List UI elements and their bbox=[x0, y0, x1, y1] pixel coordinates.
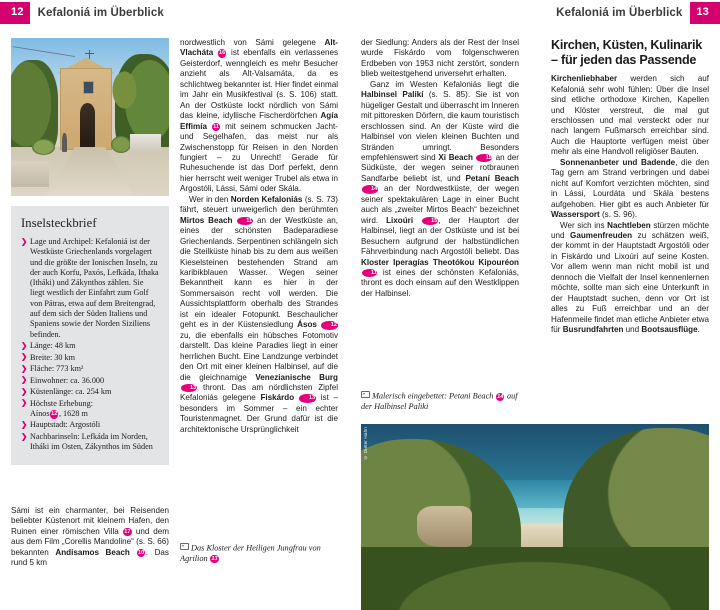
fact-text: Nachbarinseln: Lefkáda im Norden, Itháki im Osten, Zákynthos im Süden bbox=[30, 431, 153, 452]
photo-beach-foreground bbox=[361, 547, 709, 610]
chevron-right-icon: ❯ bbox=[21, 352, 28, 362]
map-marker: 11 bbox=[237, 217, 253, 225]
fact-item-laenge bbox=[21, 341, 159, 351]
photo-church-door bbox=[80, 103, 95, 149]
text-run: Wer sich ins bbox=[560, 220, 608, 230]
text-run-bold: Kirchenliebhaber bbox=[551, 74, 618, 84]
map-marker: 13 bbox=[299, 394, 315, 402]
paragraph-alt-vlachata bbox=[180, 38, 338, 195]
running-head-right bbox=[556, 0, 720, 26]
text-run: Ganz im Westen Kefaloniás liegt die bbox=[370, 79, 519, 89]
map-marker: 14 bbox=[362, 185, 378, 193]
caption-text: Das Kloster der Heiligen Jungfrau von Agrilion bbox=[180, 543, 321, 563]
page-number-right: 13 bbox=[690, 2, 720, 24]
chevron-right-icon: ❯ bbox=[21, 386, 28, 396]
map-marker: 17 bbox=[124, 528, 131, 535]
text-run: an der Nordwestküste, der wegen seiner spektakulären Lage in einer Bucht auch als „zweiter Mirtos Beach“ bezeichnet wird. bbox=[361, 184, 519, 225]
text-run: thront. Das am nördlichsten Zipfel Kefaloniás gelegene bbox=[180, 382, 338, 403]
fact-item-nachbarinseln bbox=[21, 432, 159, 453]
photo-caption-icon bbox=[361, 391, 370, 398]
photo-credit-church: © Dieter Hahn bbox=[171, 40, 176, 73]
text-run-bold: Busrundfahrten bbox=[562, 325, 624, 335]
section-heading: Kirchen, Küsten, Kulinarik – für jeden das Passende bbox=[551, 38, 702, 67]
caption-kloster-agrilion bbox=[180, 543, 338, 564]
fact-text: Küstenlänge: ca. 254 km bbox=[30, 387, 112, 397]
fact-item-lage bbox=[21, 237, 159, 340]
photo-credit-beach: © Dieter Hahn bbox=[363, 427, 368, 460]
factbox-title: Inselsteckbrief bbox=[21, 216, 97, 230]
caption-text: Malerisch eingebettet: Petani Beach bbox=[372, 391, 496, 401]
paragraph-paliki bbox=[361, 80, 519, 300]
text-run-bold: Alt-Vlacháta bbox=[180, 38, 338, 58]
photo-petani-beach bbox=[361, 424, 709, 610]
map-marker: 14 bbox=[497, 393, 504, 400]
text-run-bold: Sonnenanbeter und Badende bbox=[560, 157, 676, 167]
text-run-bold: Lixoúri bbox=[386, 215, 422, 225]
map-marker: 12 bbox=[321, 321, 337, 329]
photo-church-bush-left bbox=[32, 139, 56, 155]
fact-item-hauptstadt bbox=[21, 420, 159, 430]
text-run: , die den Tag gern am Strand verbringen und dabei nicht auf Komfort verzichten möchten, sind in Lássi, Lourdáta und Skála bestens aufgehoben. Hier gibt es auch Anbieter für bbox=[551, 157, 709, 209]
text-run-bold: Xi Beach bbox=[438, 152, 476, 162]
text-run-bold: Nachtleben bbox=[607, 220, 651, 230]
text-run: (s. S. 73) fährt, steuert unweigerlich den berühmten bbox=[180, 194, 338, 215]
fact-item-breite bbox=[21, 353, 159, 363]
text-run: , der Hauptort der Halbinsel, liegt an der Ostküste und ist bei Besuchern aufgrund der halbstündlichen Fährverbindung nach Argostóli beliebt. Das bbox=[361, 215, 519, 257]
fact-text: Fläche: 773 km² bbox=[30, 364, 84, 374]
text-run: . Das rund 5 km bbox=[11, 547, 169, 568]
photo-church-person bbox=[62, 133, 68, 152]
fact-text: Einwohner: ca. 36.000 bbox=[30, 375, 105, 385]
text-run: an der Westküste an, eines der schönsten Badeparadiese Griechenlands. Serpentinen schlängeln sich die Steilküste hinab bis zu dem aus weißen Kieselsteinen bestehenden Strand am karibikblauen Wasser. Wegen seiner Bekanntheit kann es hier in der Sommersaison recht voll werden. Die Aussichtsplattform oberhalb des Strandes ist ein idealer Fotopunkt. Beschaulicher geht es in der Küstensiedlung bbox=[180, 215, 338, 330]
caption-petani-beach bbox=[361, 391, 519, 412]
map-marker: 13 bbox=[181, 384, 197, 392]
map-marker: 11 bbox=[213, 123, 219, 130]
text-run: ist eines der schönsten Kefaloniás, thront es doch einsam auf den Westklippen der Halbinsel. bbox=[361, 267, 519, 298]
fact-item-kuestenlaenge bbox=[21, 387, 159, 397]
fact-text: Hauptstadt: Argostóli bbox=[30, 420, 101, 430]
photo-church-table bbox=[130, 134, 162, 151]
page-number-left: 12 bbox=[0, 2, 30, 24]
column-2-text bbox=[180, 38, 338, 435]
map-marker: 13 bbox=[211, 555, 218, 562]
text-run: nordwestlich von Sámi gelegene bbox=[180, 38, 325, 47]
text-run-bold: Mirtos Beach bbox=[180, 215, 237, 225]
text-run-bold: Ásos bbox=[297, 320, 321, 330]
text-run: Wer in den bbox=[189, 194, 231, 204]
column-4-text bbox=[551, 38, 709, 336]
running-title-left: Kefaloniá im Überblick bbox=[37, 7, 164, 19]
fact-item-flaeche bbox=[21, 364, 159, 374]
fact-item-einwohner bbox=[21, 376, 159, 386]
caption-text: auf der Halbinsel Paliki bbox=[361, 391, 518, 411]
text-run-bold: Venezianische Burg bbox=[255, 372, 339, 382]
text-run-bold: Petaní Beach bbox=[465, 173, 519, 183]
text-run-bold: Gaumenfreuden bbox=[570, 230, 633, 240]
text-run: mit seinem schmucken Jacht- und Segelhafen, das meist nur als Zwischenstopp für Reisen in den Norden fungiert – zu Unrecht! Gerade für Ruhesuchende ist das Dorf perfekt, denn hier herrscht weit weniger Trubel als etwa in Argostóli, Lássi, Sámi oder Skála. bbox=[180, 121, 338, 194]
text-run-bold: Norden Kefaloniás bbox=[230, 194, 303, 204]
map-marker: 10 bbox=[137, 549, 145, 556]
text-run: werden sich auf Kefaloniá sehr wohl fühlen: Über die Insel sind etliche orthodoxe Kirchen, Kapellen und Klöster verstreut, die mal gut erschlossen und mal versteckt oder nur nach langem Fußmarsch erreichbar sind. Auch die Hauptorte verfügen meist über mehr als eine Handvoll religiöser Bauten. bbox=[551, 74, 709, 157]
text-run: ist – besonders im Sommer – ein echter Touristenmagnet. Der Grund dafür ist die architektonische Ursprünglichkeit bbox=[180, 393, 339, 434]
text-run: zu schätzen weiß, der kommt in der Hauptstadt Argostóli oder in Fiskárdo und Lixoúri auf seine Kosten. Vor allem wenn man nicht mobil ist und dennoch die Vielfalt der Insel kennenlernen möchte, sollte man sich eine Unterkunft in der Hauptstadt suchen, denn vor Ort ist alles zu Fuß erreichbar und an der Hafenmeile findet man etliche Anbieter etwa für bbox=[551, 230, 709, 335]
text-run-bold: Halbinsel Palikí bbox=[361, 90, 424, 100]
photo-church bbox=[11, 38, 169, 196]
column-1-text bbox=[11, 506, 169, 569]
paragraph-fiskardo bbox=[361, 38, 519, 80]
chevron-right-icon: ❯ bbox=[21, 420, 28, 430]
chevron-right-icon: ❯ bbox=[21, 363, 28, 373]
map-marker: 15 bbox=[476, 154, 492, 162]
paragraph-sami bbox=[11, 506, 169, 569]
fact-text: Länge: 48 km bbox=[30, 341, 76, 351]
map-marker: 11 bbox=[362, 269, 378, 277]
column-3-text bbox=[361, 38, 519, 299]
fact-text: Breite: 30 km bbox=[30, 352, 76, 362]
map-marker: 16 bbox=[219, 50, 226, 57]
photo-beach-cliff bbox=[417, 506, 473, 547]
chevron-right-icon: ❯ bbox=[21, 340, 28, 350]
text-run-bold: Agía Effimía bbox=[180, 111, 338, 131]
text-run: ist ebenfalls ein verlassenes Geisterdorf, wenngleich es mehr Besucher anzieht als Alt-Valsamáta, da es schlichtweg bekannter ist. Hier findet einmal im Jahr ein Musikfestival (s. S. 106) statt. An der Ostküste lockt nördlich von Sámi das kleine, idyllische Fischerdörfchen bbox=[180, 48, 338, 121]
fact-item-hoechste-erhebung: ❯ Höchste Erhebung: Aínos 12 , 1628 m bbox=[21, 398, 93, 418]
text-run: und bbox=[623, 325, 642, 335]
text-run: (s. S. 85). Sie ist von hügeliger Gestalt und überrascht im Inneren mit pittoresken Dörfern, die kaum touristisch erschlossen sind. An der Küste wird die Halbinsel von vielen kleinen Buchten und Stränden umringt. Besonders empfehlenswert sind bbox=[361, 90, 519, 162]
text-run: zu, die ebenfalls ein hübsches Fotomotiv darstellt. Das kleine Paradies liegt in einer herrlichen Bucht. Eine Landzunge verbindet den Ort mit einer kleinen Halbinsel, auf die die gleichnamige bbox=[180, 330, 338, 382]
text-run-bold: Kloster Iperagías Theotókou Kipouréon bbox=[361, 257, 519, 267]
cross-icon bbox=[85, 50, 94, 59]
chevron-right-icon: ❯ bbox=[21, 236, 28, 246]
text-run: (s. S. 96). bbox=[599, 210, 638, 220]
photo-church-window bbox=[83, 81, 94, 94]
photo-caption-icon bbox=[180, 543, 189, 550]
text-run: an der Südküste, der wegen seiner rotbraunen Sandfarbe beliebt ist, und bbox=[361, 152, 519, 183]
factbox-list bbox=[21, 237, 159, 452]
chevron-right-icon: ❯ bbox=[21, 375, 28, 385]
paragraph-nachtleben bbox=[551, 221, 709, 336]
fact-text: Lage und Archipel: Kefaloniá ist der Westküste Griechenlands vorgelagert und die größte der Ionischen Inseln, zu der auch Korfu, Paxós, Lefkáda, Ithaka (Itháki) und Zákynthos zählen. Sie liegt westlich der Einfahrt zum Golf von Pátras, etwa auf dem Breitengrad, auf dem sich der Süden Italiens und Spaniens sowie der Norden Siziliens befinden. bbox=[30, 237, 159, 339]
paragraph-sonnenanbeter bbox=[551, 158, 709, 221]
text-run-bold: Andisamos Beach bbox=[55, 547, 137, 557]
map-marker: 12 bbox=[51, 411, 58, 418]
running-title-right: Kefaloniá im Überblick bbox=[556, 7, 683, 19]
chevron-right-icon: ❯ bbox=[21, 431, 28, 441]
text-run: und dem aus dem Film „Corellis Mandoline“ (s. S. 66) bekannten bbox=[11, 526, 170, 557]
photo-church-palm bbox=[107, 63, 142, 117]
running-head-left bbox=[0, 0, 164, 26]
text-run: Sámi ist ein charmanter, bei Reisenden beliebter Küstenort mit kleinem Hafen, den Ruinen einer römischen Villa bbox=[11, 506, 169, 536]
text-run: der Siedlung: Anders als der Rest der Insel wurde Fiskárdo vom folgenschweren Erdbeben von 1953 nicht zerstört, sondern blieb weitestgehend unversehrt erhalten. bbox=[361, 38, 519, 79]
map-marker: 15 bbox=[422, 217, 438, 225]
text-run-bold: Wassersport bbox=[551, 210, 600, 220]
factbox-inselsteckbrief bbox=[11, 206, 169, 465]
text-run: . bbox=[697, 325, 700, 335]
paragraph-kirchenliebhaber bbox=[551, 74, 709, 158]
paragraph-norden bbox=[180, 195, 338, 435]
photo-church-wall bbox=[11, 161, 49, 186]
text-run-bold: Bootsausflüge bbox=[641, 325, 698, 335]
text-run: stürzen möchte und bbox=[551, 220, 709, 240]
chevron-right-icon: ❯ bbox=[21, 398, 28, 408]
text-run-bold: Fiskárdo bbox=[260, 393, 299, 403]
